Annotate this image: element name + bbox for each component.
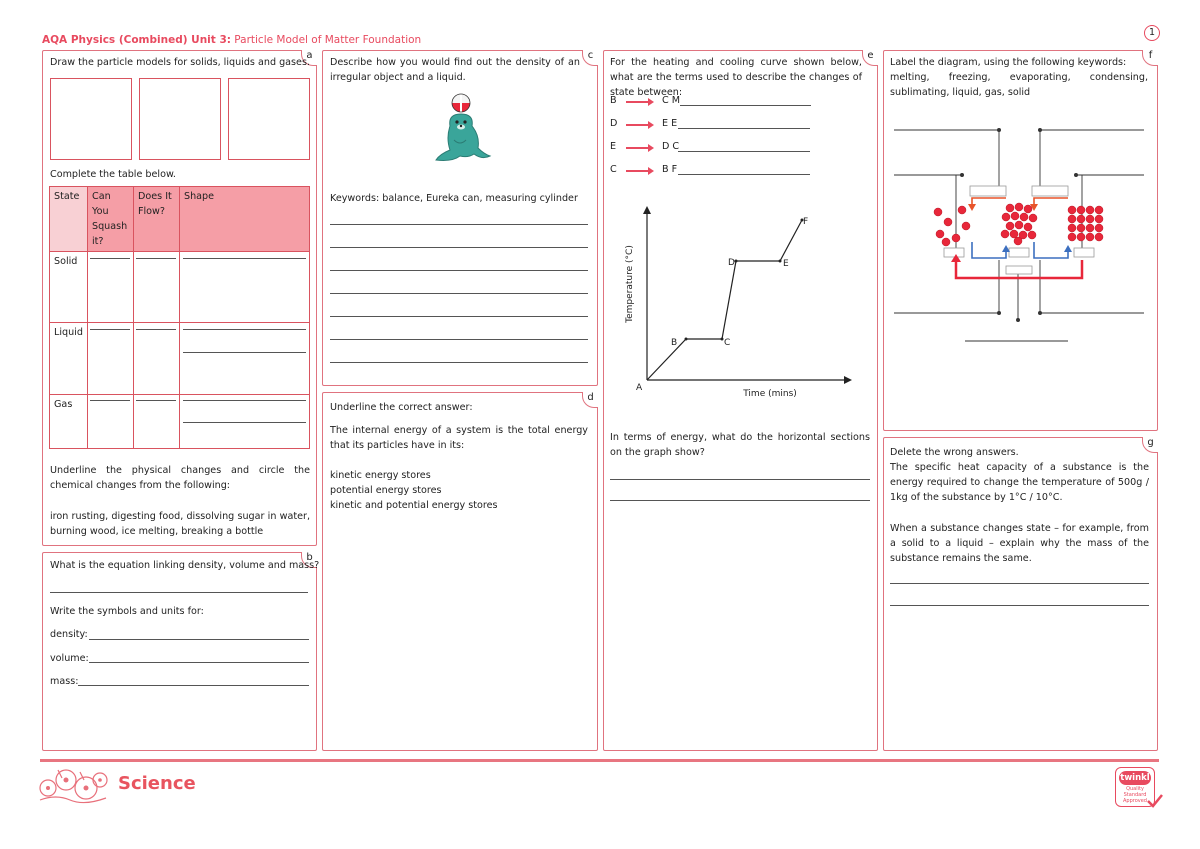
heat-capacity-statement[interactable]: The specific heat capacity of a substance is the energy required to change the temperature of 500g / 1kg of the substance by 1°C / 10°C. xyxy=(890,462,1149,503)
panel-c-tag: c xyxy=(582,50,598,66)
volume-label: volume: xyxy=(50,653,89,664)
answer-line[interactable] xyxy=(183,258,306,259)
point-c-label: C xyxy=(724,338,731,348)
option-kinetic[interactable]: kinetic energy stores xyxy=(330,470,431,481)
panel-a-tag: a xyxy=(301,50,317,66)
answer-line[interactable] xyxy=(136,329,176,330)
x-axis-arrow-icon xyxy=(844,376,852,384)
answer-line[interactable] xyxy=(890,583,1149,584)
equation-question: What is the equation linking density, volume and mass? xyxy=(50,560,320,571)
symbols-prompt: Write the symbols and units for: xyxy=(50,606,204,617)
point-a-label: A xyxy=(636,383,643,393)
y-axis-arrow-icon xyxy=(643,206,651,214)
point-d-label: D xyxy=(728,258,735,268)
particle-model-instruction: Draw the particle models for solids, liquids and gases. xyxy=(50,57,311,68)
point-e-marker xyxy=(779,260,782,263)
point-b-label: B xyxy=(671,338,678,348)
pair-2-answer-line[interactable] xyxy=(678,128,810,129)
footer-subject: Science xyxy=(118,773,196,794)
answer-line[interactable] xyxy=(90,329,130,330)
answer-line[interactable] xyxy=(183,422,306,423)
liquid-flow-cell[interactable] xyxy=(134,323,180,395)
gas-flow-cell[interactable] xyxy=(134,395,180,449)
equation-answer-line[interactable] xyxy=(50,592,308,593)
panel-g-tag: g xyxy=(1142,437,1158,453)
col-state: State xyxy=(50,187,88,252)
answer-line[interactable] xyxy=(330,339,588,340)
answer-line[interactable] xyxy=(136,258,176,259)
panel-d-tag: d xyxy=(582,392,598,408)
row-liquid: Liquid xyxy=(50,323,88,395)
pair-4-to: B F xyxy=(662,164,678,175)
answer-line[interactable] xyxy=(330,247,588,248)
volume-answer-line[interactable] xyxy=(89,662,309,663)
label-keywords: melting, freezing, evaporating, condensing, sublimating, liquid, gas, solid xyxy=(890,72,1148,98)
pair-4-from: C xyxy=(610,164,617,175)
answer-line[interactable] xyxy=(90,400,130,401)
x-axis-label: Time (mins) xyxy=(743,389,797,399)
answer-line[interactable] xyxy=(183,352,306,353)
mass-answer-line[interactable] xyxy=(78,685,309,686)
liquid-drawing-box[interactable] xyxy=(139,78,221,160)
table-intro: Complete the table below. xyxy=(50,169,176,180)
energy-question: In terms of energy, what do the horizontal sections on the graph show? xyxy=(610,432,870,458)
density-question: Describe how you would find out the density of an irregular object and a liquid. xyxy=(330,57,580,83)
heating-curve-question: For the heating and cooling curve shown below, what are the terms used to describe the changes of state between: xyxy=(610,57,862,98)
label-instruction: Label the diagram, using the following keywords: xyxy=(890,57,1127,68)
liquid-squash-cell[interactable] xyxy=(88,323,134,395)
checkmark-icon xyxy=(1146,792,1164,810)
underline-instruction: Underline the correct answer: xyxy=(330,402,473,413)
states-table xyxy=(49,186,310,449)
arrow-icon xyxy=(626,101,652,103)
heating-curve-graph xyxy=(612,202,862,402)
density-label: density: xyxy=(50,629,88,640)
mass-label: mass: xyxy=(50,676,79,687)
internal-energy-statement: The internal energy of a system is the total energy that its particles have in its: xyxy=(330,425,588,451)
gas-drawing-box[interactable] xyxy=(228,78,310,160)
option-kinetic-and-potential[interactable]: kinetic and potential energy stores xyxy=(330,500,498,511)
answer-line[interactable] xyxy=(183,400,306,401)
point-e-label: E xyxy=(783,259,789,269)
option-potential[interactable]: potential energy stores xyxy=(330,485,442,496)
curve-line xyxy=(647,220,802,380)
y-axis-label: Temperature (°C) xyxy=(625,245,635,323)
col-shape: Shape xyxy=(180,187,310,252)
arrow-icon xyxy=(626,170,652,172)
answer-line[interactable] xyxy=(330,316,588,317)
arrow-icon xyxy=(626,124,652,126)
col-flow: Does It Flow? xyxy=(134,187,180,252)
point-f-label: F xyxy=(803,217,809,227)
pair-3-from: E xyxy=(610,141,617,152)
row-gas: Gas xyxy=(50,395,88,449)
answer-line[interactable] xyxy=(330,224,588,225)
point-d-marker xyxy=(735,260,738,263)
delete-instruction: Delete the wrong answers. xyxy=(890,447,1019,458)
pair-3-to: D C xyxy=(662,141,680,152)
page-number: 1 xyxy=(1144,25,1160,41)
panel-e-tag: e xyxy=(862,50,878,66)
badge-text: Quality Standard Approved xyxy=(1123,786,1147,804)
mass-question: When a substance changes state – for example, from a solid to a liquid – explain why the mass of the substance remains the same. xyxy=(890,523,1149,564)
density-answer-line[interactable] xyxy=(89,639,309,640)
pair-1-answer-line[interactable] xyxy=(680,105,811,106)
solid-flow-cell[interactable] xyxy=(134,252,180,323)
changes-instruction: Underline the physical changes and circle the chemical changes from the following: xyxy=(50,465,310,491)
answer-line[interactable] xyxy=(183,329,306,330)
panel-f-tag: f xyxy=(1142,50,1158,66)
pair-3-answer-line[interactable] xyxy=(678,151,810,152)
answer-line[interactable] xyxy=(610,479,870,480)
arrow-icon xyxy=(626,147,652,149)
answer-line[interactable] xyxy=(90,258,130,259)
col-squash: Can You Squash it? xyxy=(88,187,134,252)
solid-shape-cell[interactable] xyxy=(180,252,310,323)
solid-drawing-box[interactable] xyxy=(50,78,132,160)
seal-balancing-ball-illustration xyxy=(428,92,498,166)
pair-2-to: E E xyxy=(662,118,678,129)
row-solid: Solid xyxy=(50,252,88,323)
pair-4-answer-line[interactable] xyxy=(678,174,810,175)
answer-line[interactable] xyxy=(136,400,176,401)
footer-divider xyxy=(40,759,1159,762)
science-doodle-icon xyxy=(36,766,112,806)
answer-line[interactable] xyxy=(330,293,588,294)
gas-squash-cell[interactable] xyxy=(88,395,134,449)
liquid-shape-cell[interactable] xyxy=(180,323,310,395)
density-keywords: Keywords: balance, Eureka can, measuring cylinder xyxy=(330,193,578,204)
pair-1-from: B xyxy=(610,95,617,106)
pair-2-from: D xyxy=(610,118,618,129)
answer-line[interactable] xyxy=(330,362,588,363)
badge-brand: twinkl xyxy=(1120,773,1150,783)
panel-b-tag: b xyxy=(301,552,317,568)
pair-1-to: C M xyxy=(662,95,681,106)
page-title: AQA Physics (Combined) Unit 3: Particle Model of Matter Foundation xyxy=(42,34,422,46)
answer-line[interactable] xyxy=(330,270,588,271)
changes-of-state-diagram xyxy=(890,120,1152,350)
point-b-marker xyxy=(685,338,688,341)
answer-line[interactable] xyxy=(890,605,1149,606)
answer-line[interactable] xyxy=(610,500,870,501)
solid-squash-cell[interactable] xyxy=(88,252,134,323)
changes-list[interactable]: iron rusting, digesting food, dissolving sugar in water, burning wood, ice melting, breaking a bottle xyxy=(50,511,310,537)
